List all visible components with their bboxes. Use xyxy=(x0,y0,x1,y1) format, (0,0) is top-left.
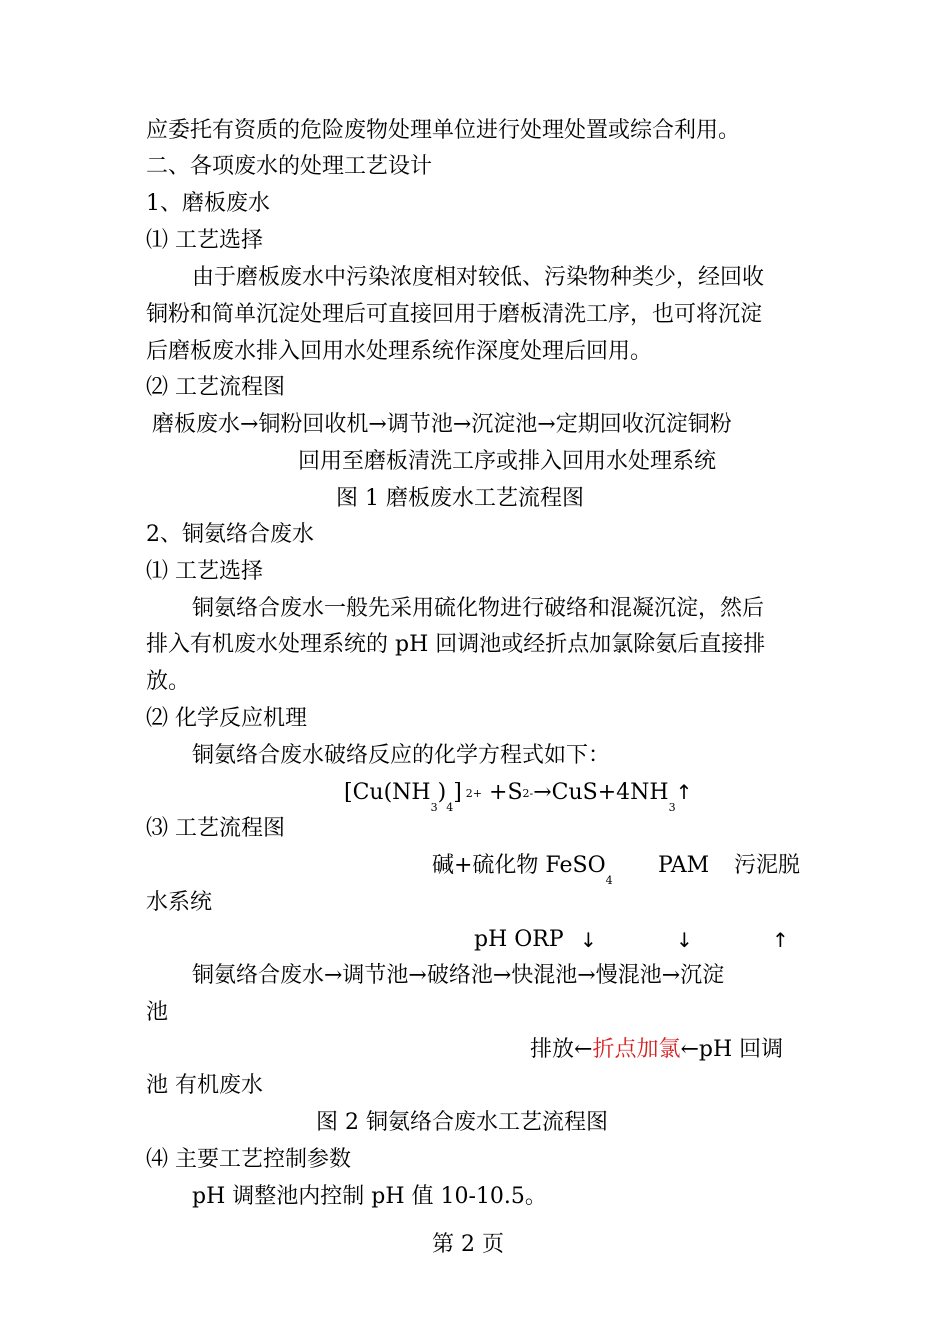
feso-sub: 4 xyxy=(605,874,613,887)
eq-s-charge: 2- xyxy=(522,787,534,800)
flow-line: 池 有机废水 xyxy=(146,1073,263,1098)
item-heading: ⑴ 工艺选择 xyxy=(146,559,263,584)
section-heading: 二、各项废水的处理工艺设计 xyxy=(146,154,433,179)
flow-line: 排放←折点加氯←pH 回调 xyxy=(530,1037,784,1062)
item-heading: ⑷ 主要工艺控制参数 xyxy=(146,1147,351,1172)
reagent-label: 污泥脱 xyxy=(734,853,801,878)
paragraph-line: 铜粉和简单沉淀处理后可直接回用于磨板清洗工序，也可将沉淀 xyxy=(146,302,763,327)
eq-sub-3b: 3 xyxy=(668,801,676,814)
up-arrow-icon: ↑ xyxy=(772,928,789,952)
paragraph-line: 排入有机废水处理系统的 pH 回调池或经折点加氯除氨后直接排 xyxy=(146,632,766,657)
paragraph-line: 铜氨络合废水破络反应的化学方程式如下： xyxy=(192,743,611,768)
chemical-equation xyxy=(344,779,693,814)
item-heading: ⑴ 工艺选择 xyxy=(146,228,263,253)
flow-line: 池 xyxy=(146,1000,169,1025)
eq-product: →CuS+4NH xyxy=(533,780,669,805)
subsection-heading: 1、磨板废水 xyxy=(146,191,270,216)
gas-up-arrow-icon: ↑ xyxy=(675,780,693,804)
item-heading: ⑵ 化学反应机理 xyxy=(146,706,307,731)
eq-sub-3: 3 xyxy=(430,801,438,814)
page-number: 第 2 页 xyxy=(432,1232,504,1257)
flow-line: 磨板废水→铜粉回收机→调节池→沉淀池→定期回收沉淀铜粉 xyxy=(152,412,732,437)
paragraph-line: 后磨板废水排入回用水处理系统作深度处理后回用。 xyxy=(146,339,653,364)
eq-charge: 2+ xyxy=(465,787,483,800)
ph-orp-label: pH ORP xyxy=(474,927,564,952)
reagent-label: PAM xyxy=(658,853,710,878)
eq-plus-s: +S xyxy=(482,780,523,805)
flow-line: 回用至磨板清洗工序或排入回用水处理系统 xyxy=(298,449,717,474)
paragraph-line: 由于磨板废水中污染浓度相对较低、污染物种类少，经回收 xyxy=(192,265,765,290)
paragraph-line: 放。 xyxy=(146,669,191,694)
eq-close: ) xyxy=(437,780,447,805)
item-heading: ⑵ 工艺流程图 xyxy=(146,375,285,400)
subsection-heading: 2、铜氨络合废水 xyxy=(146,522,314,547)
eq-left: [Cu(NH xyxy=(344,780,431,805)
figure-caption: 图 1 磨板废水工艺流程图 xyxy=(336,486,584,511)
reagent-label: 水系统 xyxy=(146,890,213,915)
item-heading: ⑶ 工艺流程图 xyxy=(146,816,285,841)
reagent-label: 碱+硫化物 FeSO$_4$ xyxy=(432,853,613,887)
breakpoint-chlorination-label: 折点加氯 xyxy=(592,1037,681,1062)
paragraph-line: 铜氨络合废水一般先采用硫化物进行破络和混凝沉淀，然后 xyxy=(192,596,765,621)
figure-caption: 图 2 铜氨络合废水工艺流程图 xyxy=(316,1110,608,1135)
flow-line: 铜氨络合废水→调节池→破络池→快混池→慢混池→沉淀 xyxy=(192,963,725,988)
eq-bracket: ] xyxy=(453,780,462,805)
text-line: 应委托有资质的危险废物处理单位进行处理处置或综合利用。 xyxy=(146,118,741,143)
paragraph-line: pH 调整池内控制 pH 值 10-10.5。 xyxy=(192,1184,547,1209)
down-arrow-icon: ↓ xyxy=(580,928,597,952)
eq-sub-4: 4 xyxy=(446,801,454,814)
down-arrow-icon: ↓ xyxy=(676,928,693,952)
